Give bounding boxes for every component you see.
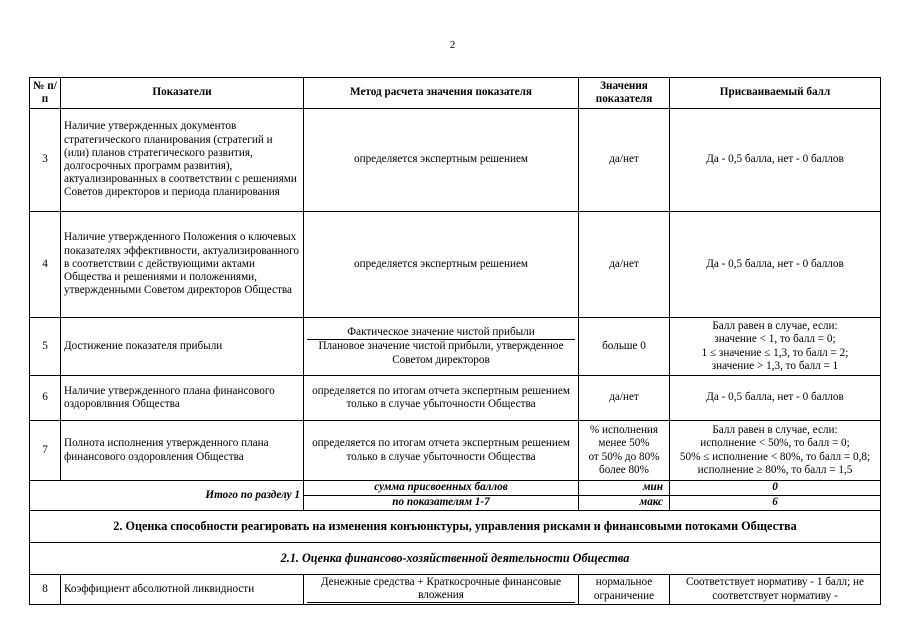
row-indicator: Наличие утвержденного плана финансового оздоровлвния Общества (61, 376, 304, 421)
header-score: Присваиваемый балл (670, 78, 881, 109)
row-value: да/нет (579, 212, 670, 318)
score-line: исполнение < 50%, то балл = 0; (700, 437, 850, 450)
row-value: больше 0 (579, 318, 670, 376)
header-num: № п/п (30, 78, 61, 109)
row-value: да/нет (579, 376, 670, 421)
score-line: значение < 1, то балл = 0; (714, 333, 836, 346)
row-method: определяется по итогам отчета экспертным решением только в случае убыточности Общества (304, 421, 579, 481)
row-num: 8 (30, 575, 61, 605)
section-row (30, 511, 881, 543)
row-num: 5 (30, 318, 61, 376)
summary-row-min (30, 481, 881, 496)
summary-max-label: макс (579, 496, 670, 511)
summary-min-label: мин (579, 481, 670, 496)
row-value: нормальное ограничение (579, 575, 670, 605)
criteria-table (29, 77, 881, 605)
header-method: Метод расчета значения показателя (304, 78, 579, 109)
row-score: Соответствует нормативу - 1 балл; не соответствует нормативу - (670, 575, 881, 605)
row-indicator: Наличие утвержденных документов стратегического планирования (стратегий и (или) планов стратегического развития, долгосрочных программ развития), актуализированных в соответствии с решениями Советов директоров и периода планирования (61, 109, 304, 212)
header-indicators: Показатели (61, 78, 304, 109)
value-line: % исполнения (589, 424, 659, 437)
row-indicator: Коэффициент абсолютной ликвидности (61, 575, 304, 605)
subsection-2-1-title: 2.1. Оценка финансово-хозяйственной деятельности Общества (30, 543, 881, 575)
value-line: менее 50% (598, 437, 650, 450)
score-line: Балл равен в случае, если: (712, 424, 838, 437)
value-line: от 50% до 80% (588, 450, 660, 463)
summary-min-value: 0 (670, 481, 881, 496)
section-2-title: 2. Оценка способности реагировать на изменения конъюнктуры, управления рисками и финансовыми потоками Общества (30, 511, 881, 543)
row-method (304, 318, 579, 376)
row-method: определяется по итогам отчета экспертным решением только в случае убыточности Общества (304, 376, 579, 421)
fraction-numerator: Фактическое значение чистой прибыли (307, 326, 575, 340)
row-method: определяется экспертным решением (304, 109, 579, 212)
row-num: 4 (30, 212, 61, 318)
row-method (304, 575, 579, 605)
table-header-row (30, 78, 881, 109)
header-values: Значения показателя (579, 78, 670, 109)
row-value (579, 421, 670, 481)
row-indicator: Наличие утвержденного Положения о ключевых показателях эффективности, актуализированного в соответствии с действующими актами Общества и решениями и положениями, утвержденными Советом директоров Общества (61, 212, 304, 318)
row-method: определяется экспертным решением (304, 212, 579, 318)
table-row (30, 109, 881, 212)
row-score: Да - 0,5 балла, нет - 0 баллов (670, 212, 881, 318)
subsection-row (30, 543, 881, 575)
table-row (30, 212, 881, 318)
row-score (670, 421, 881, 481)
row-num: 3 (30, 109, 61, 212)
row-num: 6 (30, 376, 61, 421)
row-score: Да - 0,5 балла, нет - 0 баллов (670, 109, 881, 212)
profit-fraction (307, 326, 575, 367)
liquidity-fraction (307, 576, 575, 603)
score-line: исполнение ≥ 80%, то балл = 1,5 (697, 463, 853, 476)
score-line: 1 ≤ значение ≤ 1,3, то балл = 2; (701, 346, 849, 359)
summary-method-line2: по показателям 1-7 (304, 496, 579, 511)
score-line: значение > 1,3, то балл = 1 (711, 359, 839, 372)
row-score: Да - 0,5 балла, нет - 0 баллов (670, 376, 881, 421)
table-row (30, 318, 881, 376)
value-line: более 80% (599, 463, 649, 476)
table-row (30, 376, 881, 421)
score-line: 50% ≤ исполнение < 80%, то балл = 0,8; (679, 450, 871, 463)
summary-label: Итого по разделу 1 (30, 481, 304, 511)
summary-max-value: 6 (670, 496, 881, 511)
table-row (30, 421, 881, 481)
row-value: да/нет (579, 109, 670, 212)
page-number: 2 (449, 39, 456, 51)
row-indicator: Достижение показателя прибыли (61, 318, 304, 376)
row-indicator: Полнота исполнения утвержденного плана финансового оздоровления Общества (61, 421, 304, 481)
fraction-denominator: Плановое значение чистой прибыли, утвержденное Советом директоров (318, 340, 564, 366)
table-row (30, 575, 881, 605)
fraction-numerator: Денежные средства + Краткосрочные финансовые вложения (307, 576, 575, 603)
row-score (670, 318, 881, 376)
score-line: Балл равен в случае, если: (712, 320, 838, 333)
summary-method-line1: сумма присвоенных баллов (304, 481, 579, 496)
row-num: 7 (30, 421, 61, 481)
